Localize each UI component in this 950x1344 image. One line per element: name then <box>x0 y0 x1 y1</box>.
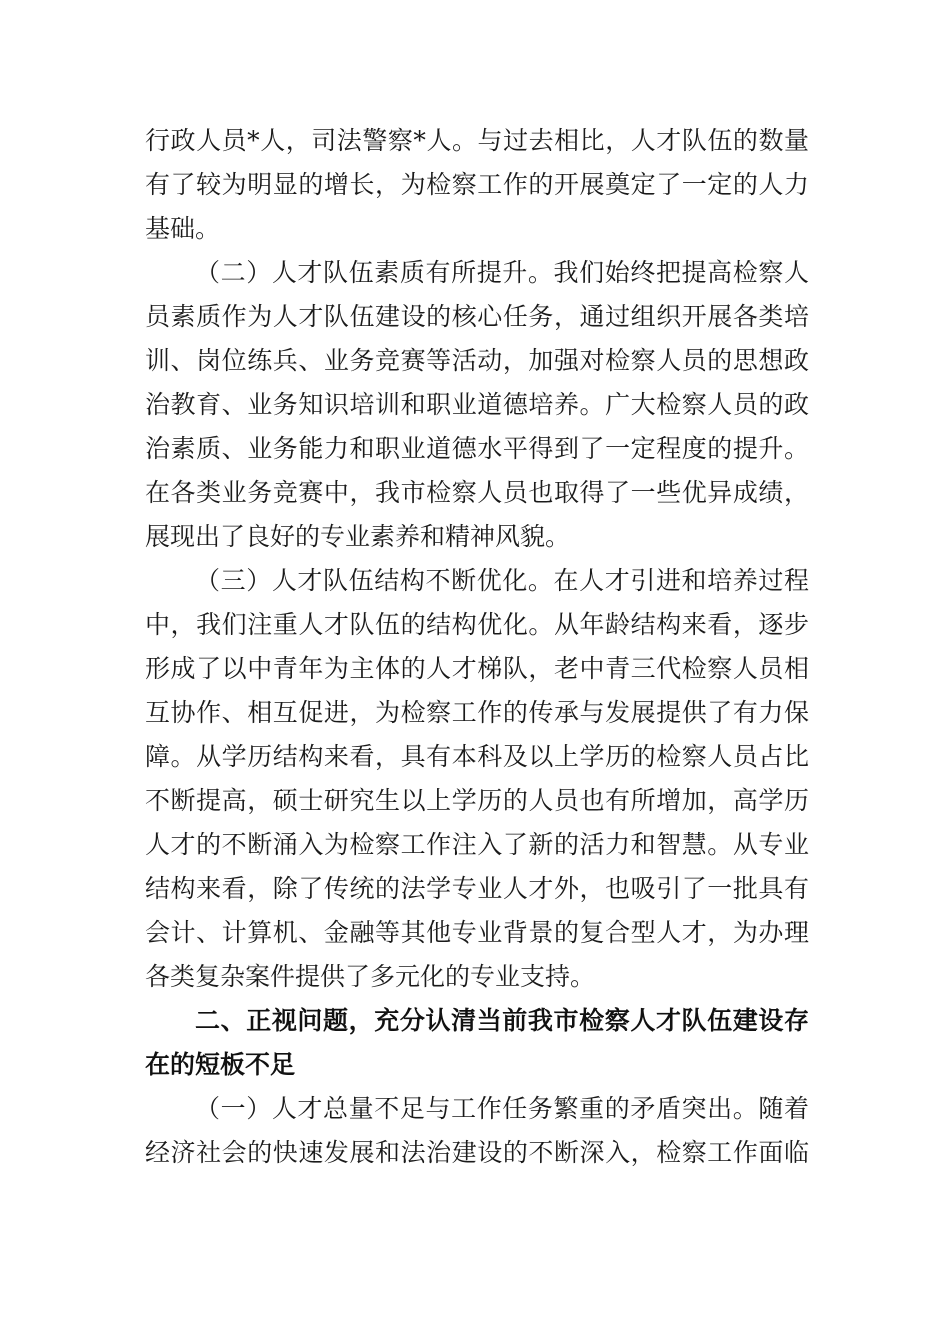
text-line: （三）人才队伍结构不断优化。在人才引进和培养过程 <box>195 566 809 595</box>
section-heading <box>145 999 809 1087</box>
paragraph-continuation <box>145 119 809 251</box>
paragraph-structure <box>145 559 809 999</box>
text-line: 在各类业务竞赛中，我市检察人员也取得了一些优异成绩， <box>145 478 809 507</box>
heading-line: 二、正视问题，充分认清当前我市检察人才队伍建设存 <box>195 1006 809 1035</box>
text-line: 障。从学历结构来看，具有本科及以上学历的检察人员占比 <box>145 742 809 771</box>
text-line: 结构来看，除了传统的法学专业人才外，也吸引了一批具有 <box>145 874 809 903</box>
text-line: 各类复杂案件提供了多元化的专业支持。 <box>145 962 596 991</box>
text-line: 员素质作为人才队伍建设的核心任务，通过组织开展各类培 <box>145 302 809 331</box>
paragraph-shortage <box>145 1087 809 1175</box>
heading-line: 在的短板不足 <box>145 1050 296 1079</box>
text-line: 经济社会的快速发展和法治建设的不断深入，检察工作面临 <box>145 1138 809 1167</box>
text-line: （一）人才总量不足与工作任务繁重的矛盾突出。随着 <box>195 1094 809 1123</box>
text-line: 中，我们注重人才队伍的结构优化。从年龄结构来看，逐步 <box>145 610 809 639</box>
document-body <box>145 119 809 1175</box>
text-line: 训、岗位练兵、业务竞赛等活动，加强对检察人员的思想政 <box>145 346 809 375</box>
text-line: 互协作、相互促进，为检察工作的传承与发展提供了有力保 <box>145 698 809 727</box>
text-line: 形成了以中青年为主体的人才梯队，老中青三代检察人员相 <box>145 654 809 683</box>
text-line: 行政人员*人，司法警察*人。与过去相比，人才队伍的数量 <box>145 126 809 155</box>
text-line: （二）人才队伍素质有所提升。我们始终把提高检察人 <box>195 258 809 287</box>
text-line: 治教育、业务知识培训和职业道德培养。广大检察人员的政 <box>145 390 809 419</box>
text-line: 人才的不断涌入为检察工作注入了新的活力和智慧。从专业 <box>145 830 809 859</box>
text-line: 会计、计算机、金融等其他专业背景的复合型人才，为办理 <box>145 918 809 947</box>
text-line: 不断提高，硕士研究生以上学历的人员也有所增加，高学历 <box>145 786 809 815</box>
text-line: 有了较为明显的增长，为检察工作的开展奠定了一定的人力 <box>145 170 809 199</box>
text-line: 展现出了良好的专业素养和精神风貌。 <box>145 522 571 551</box>
paragraph-quality <box>145 251 809 559</box>
text-line: 治素质、业务能力和职业道德水平得到了一定程度的提升。 <box>145 434 809 463</box>
text-line: 基础。 <box>145 214 221 243</box>
